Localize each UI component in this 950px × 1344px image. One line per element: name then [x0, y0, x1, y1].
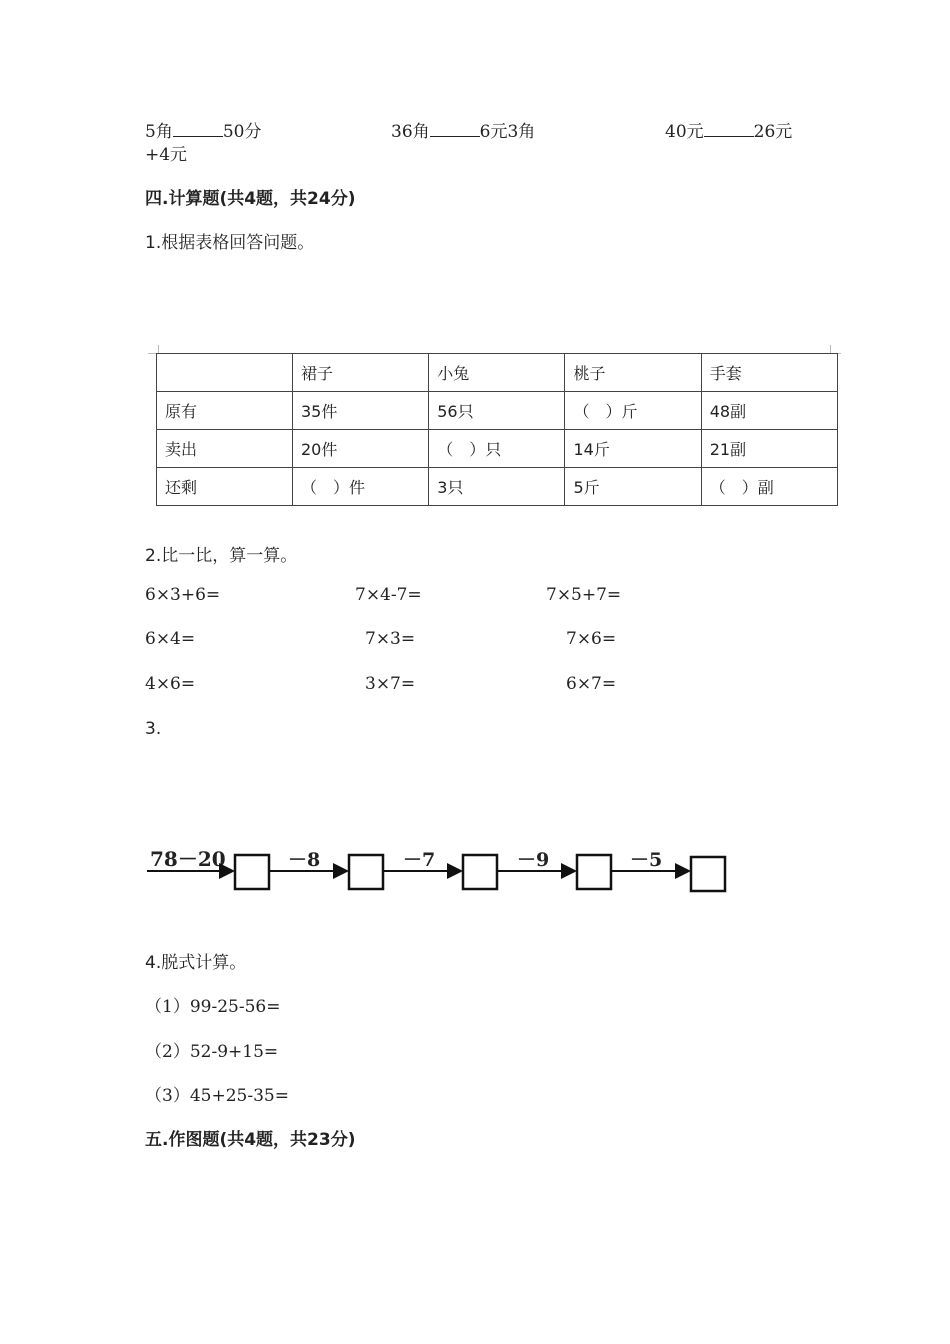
inventory-table: [156, 353, 838, 506]
table-cell: 20件: [292, 430, 428, 468]
answer-blank[interactable]: [173, 122, 223, 137]
question-text: 比一比，算一算。: [161, 546, 298, 566]
table-cell[interactable]: （ ）件: [292, 468, 428, 506]
math-problem: 6×3+6=: [145, 585, 221, 605]
question-2: [145, 541, 297, 566]
math-problem: 3×7=: [365, 674, 416, 694]
question-number: 1.: [145, 233, 162, 253]
table-cell: 手套: [701, 354, 837, 392]
math-problem: 7×4-7=: [355, 585, 422, 605]
chain-op: －8: [288, 849, 321, 871]
table-cell: 3只: [429, 468, 565, 506]
table-cell: 还剩: [157, 468, 293, 506]
question-number: 2.: [145, 546, 162, 566]
table-row: [157, 392, 838, 430]
table-cell: 35件: [292, 392, 428, 430]
chain-op: －7: [403, 849, 436, 871]
math-problem: 6×7=: [566, 674, 617, 694]
table-cell: 桃子: [565, 354, 701, 392]
chain-op: －9: [517, 849, 550, 871]
question-number: 4.: [145, 953, 162, 973]
math-problem: 6×4=: [145, 629, 196, 649]
table-cell[interactable]: （ ）只: [429, 430, 565, 468]
question-text: 根据表格回答问题。: [161, 233, 315, 253]
answer-box[interactable]: [577, 855, 611, 889]
table-cell: 5斤: [565, 468, 701, 506]
math-problem: 4×6=: [145, 674, 196, 694]
table-cell: 56只: [429, 392, 565, 430]
answer-blank[interactable]: [704, 122, 754, 137]
table-header-row: [157, 354, 838, 392]
math-problem: 7×3=: [365, 629, 416, 649]
math-problem: 7×6=: [566, 629, 617, 649]
answer-box[interactable]: [691, 857, 725, 891]
table-cell: 14斤: [565, 430, 701, 468]
table-cell: 21副: [701, 430, 837, 468]
table-cell: [157, 354, 293, 392]
table-cell: 小兔: [429, 354, 565, 392]
question-1: [145, 228, 314, 253]
table-cell: 48副: [701, 392, 837, 430]
answer-box[interactable]: [349, 855, 383, 889]
compare-item-3-continued: +4元: [145, 145, 188, 165]
compare-item-2: 36角 6元3角: [391, 122, 536, 142]
table-cell[interactable]: （ ）斤: [565, 392, 701, 430]
chain-start: 78－20: [150, 847, 226, 871]
table-cell[interactable]: （ ）副: [701, 468, 837, 506]
calc-item: （1）99-25-56=: [145, 997, 281, 1017]
table-cell: 卖出: [157, 430, 293, 468]
answer-box[interactable]: [235, 855, 269, 889]
answer-blank[interactable]: [430, 122, 480, 137]
chain-diagram: [145, 840, 745, 910]
section-heading-5: 五.作图题(共4题，共23分): [145, 1130, 356, 1150]
question-4: [145, 948, 246, 973]
calc-item: （3）45+25-35=: [145, 1086, 289, 1106]
question-number: 3.: [145, 719, 162, 739]
compare-item-1: 5角 50分: [145, 122, 262, 142]
table-cell: 裙子: [292, 354, 428, 392]
question-text: 脱式计算。: [161, 953, 247, 973]
subtraction-chain: [145, 840, 745, 910]
section-heading-4: 四.计算题(共4题，共24分): [145, 189, 356, 209]
table-row: [157, 468, 838, 506]
calc-item: （2）52-9+15=: [145, 1042, 279, 1062]
math-problem: 7×5+7=: [546, 585, 622, 605]
chain-op: －5: [630, 849, 663, 871]
compare-item-3: 40元 26元: [665, 122, 793, 142]
answer-box[interactable]: [463, 855, 497, 889]
table-row: [157, 430, 838, 468]
table-cell: 原有: [157, 392, 293, 430]
